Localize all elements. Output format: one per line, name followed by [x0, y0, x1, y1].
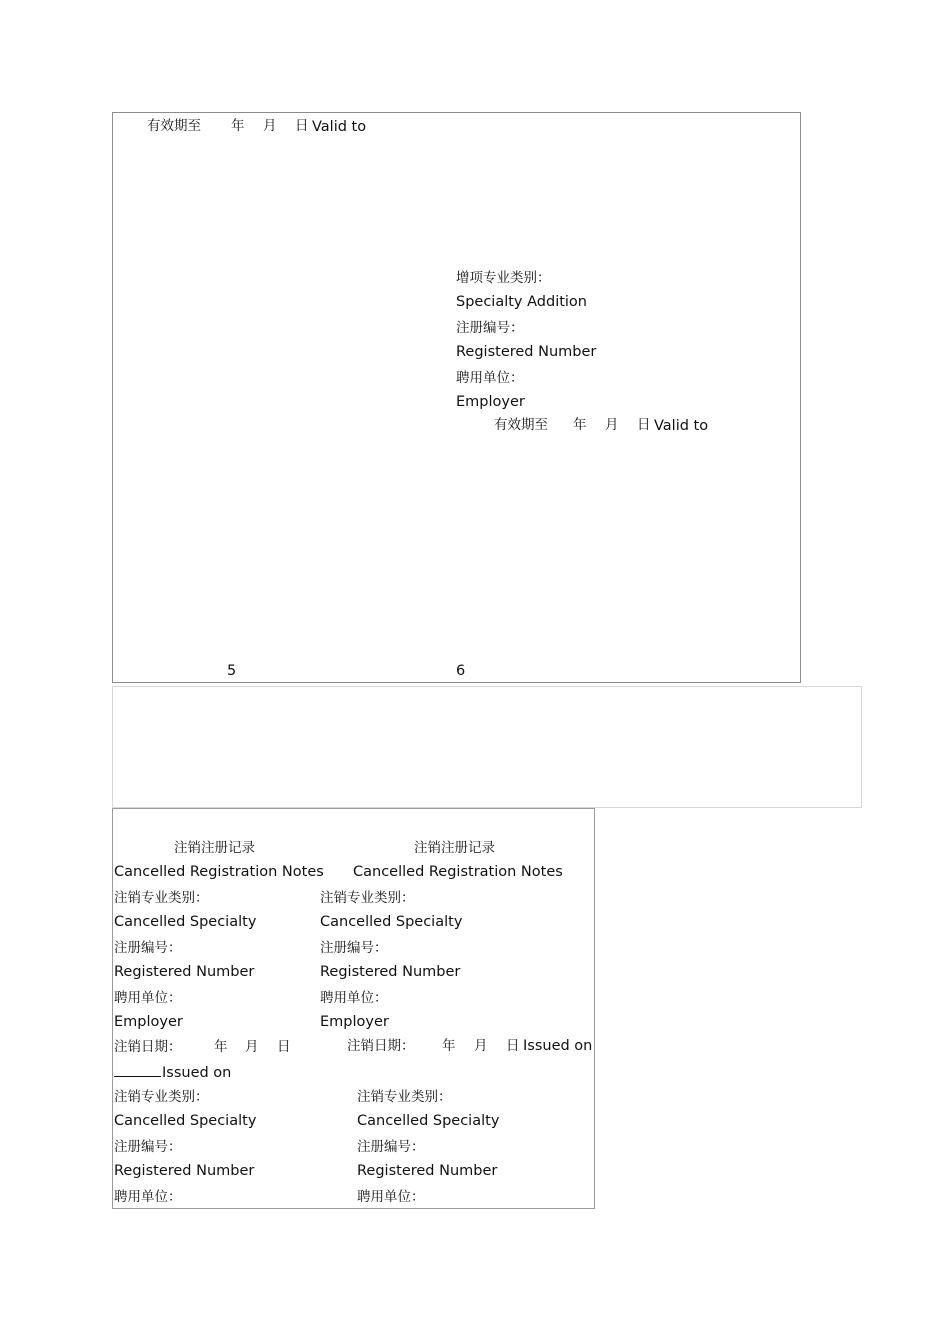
year-label: 年 — [231, 118, 245, 134]
cancelled-specialty-label-zh: 注销专业类别： — [357, 1089, 452, 1105]
cancelled-specialty-label-en: Cancelled Specialty — [114, 914, 257, 930]
cancelled-specialty-label-zh: 注销专业类别： — [114, 1089, 209, 1105]
registered-number-label-zh: 注册编号： — [320, 940, 388, 956]
registered-number-label-en: Registered Number — [114, 964, 255, 980]
employer-label-en: Employer — [456, 394, 525, 410]
employer-label-zh: 聘用单位： — [357, 1189, 425, 1205]
year-label: 年 — [214, 1039, 228, 1055]
employer-label-en: Employer — [114, 1014, 183, 1030]
employer-label-zh: 聘用单位： — [456, 370, 524, 386]
registered-number-label-zh: 注册编号： — [357, 1139, 425, 1155]
cancelled-notes-title-en: Cancelled Registration Notes — [114, 864, 324, 880]
cancelled-notes-title-en: Cancelled Registration Notes — [353, 864, 563, 880]
issued-on-line — [114, 1064, 231, 1081]
blank-strip — [112, 686, 862, 808]
registered-number-label-en: Registered Number — [320, 964, 461, 980]
page-number: 6 — [456, 663, 466, 679]
day-label: 日 — [637, 417, 651, 433]
valid-to-label-zh: 有效期至 — [494, 417, 548, 433]
valid-to-label-zh: 有效期至 — [147, 118, 201, 134]
employer-label-zh: 聘用单位： — [114, 1189, 182, 1205]
cancelled-specialty-label-en: Cancelled Specialty — [320, 914, 463, 930]
cancelled-specialty-label-en: Cancelled Specialty — [114, 1113, 257, 1129]
registered-number-label-zh: 注册编号： — [114, 1139, 182, 1155]
employer-label-zh: 聘用单位： — [320, 990, 388, 1006]
registered-number-label-en: Registered Number — [114, 1163, 255, 1179]
issued-on-label-en: Issued on — [523, 1038, 593, 1054]
cancelled-specialty-label-en: Cancelled Specialty — [357, 1113, 500, 1129]
year-label: 年 — [442, 1038, 456, 1054]
page-number: 5 — [227, 663, 237, 679]
cancelled-notes-title-zh: 注销注册记录 — [414, 840, 495, 856]
specialty-addition-label-zh: 增项专业类别： — [456, 270, 551, 286]
registered-number-label-zh: 注册编号： — [456, 320, 524, 336]
cancel-date-label-zh: 注销日期： — [347, 1038, 415, 1054]
day-label: 日 — [277, 1039, 291, 1055]
registered-number-label-en: Registered Number — [357, 1163, 498, 1179]
day-label: 日 — [506, 1038, 520, 1054]
issued-on-label-en: Issued on — [162, 1065, 232, 1081]
valid-to-label-en: Valid to — [312, 119, 367, 135]
month-label: 月 — [605, 417, 619, 433]
day-label: 日 — [295, 118, 309, 134]
specialty-addition-label-en: Specialty Addition — [456, 294, 587, 310]
valid-to-label-en: Valid to — [654, 418, 709, 434]
registered-number-label-zh: 注册编号： — [114, 940, 182, 956]
cancelled-specialty-label-zh: 注销专业类别： — [320, 890, 415, 906]
cancel-date-label-zh: 注销日期： — [114, 1039, 182, 1055]
employer-label-en: Employer — [320, 1014, 389, 1030]
month-label: 月 — [245, 1039, 259, 1055]
month-label: 月 — [474, 1038, 488, 1054]
year-label: 年 — [573, 417, 587, 433]
cancelled-specialty-label-zh: 注销专业类别： — [114, 890, 209, 906]
registered-number-label-en: Registered Number — [456, 344, 597, 360]
month-label: 月 — [263, 118, 277, 134]
employer-label-zh: 聘用单位： — [114, 990, 182, 1006]
cancelled-notes-title-zh: 注销注册记录 — [174, 840, 255, 856]
blank-underline — [114, 1064, 161, 1077]
